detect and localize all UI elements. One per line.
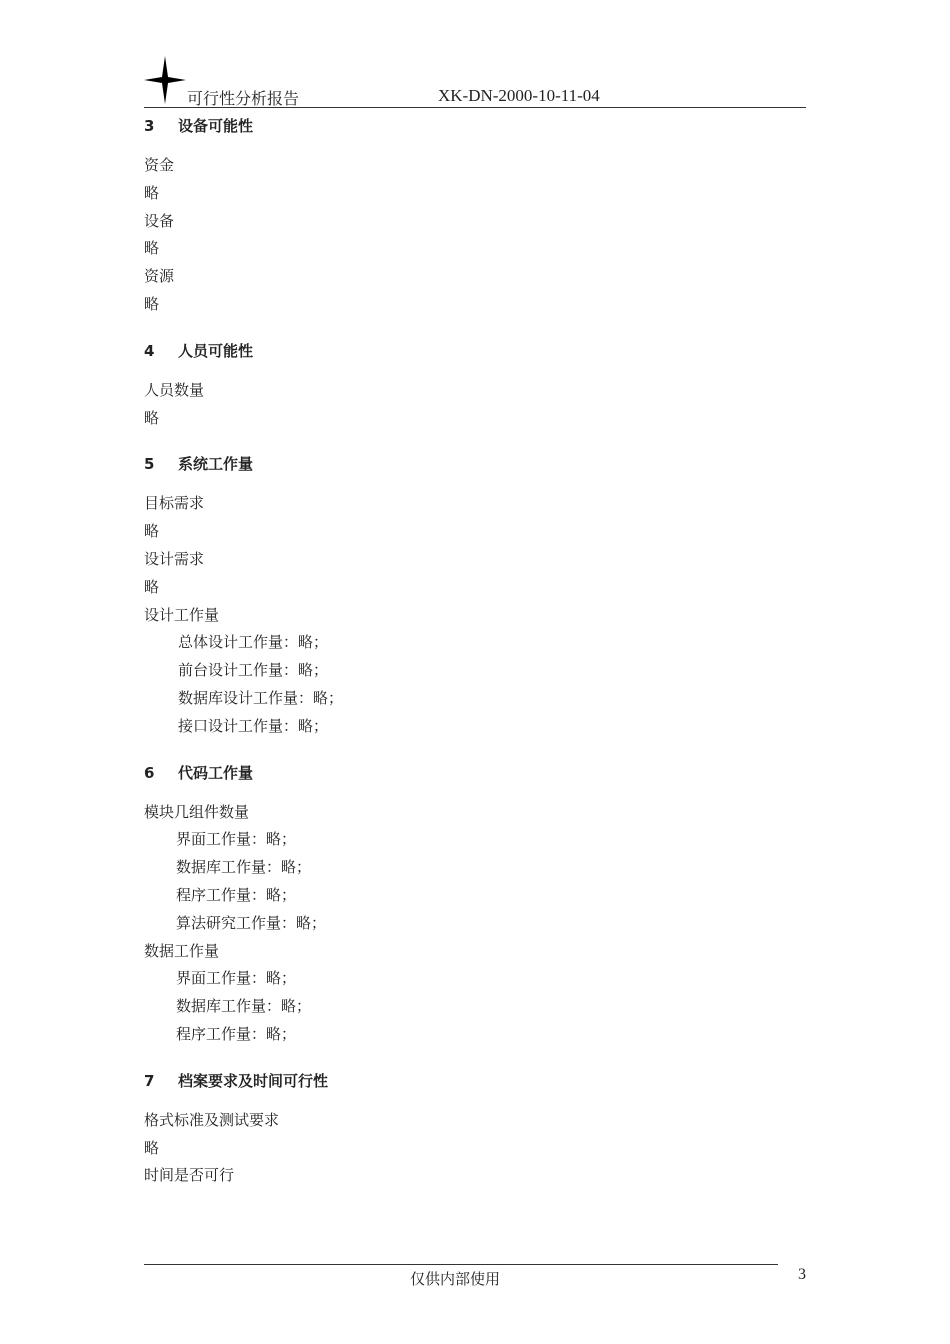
footer-rule <box>144 1264 778 1265</box>
section-4 <box>144 339 806 433</box>
body-line: 设计工作量 <box>144 605 220 624</box>
star-logo-icon <box>144 56 186 104</box>
body-line: 数据工作量 <box>144 941 220 960</box>
body-line: 目标需求 <box>144 494 205 513</box>
body-line: 略 <box>144 294 160 313</box>
page-header <box>144 54 806 108</box>
body-line: 程序工作量：略； <box>176 1024 297 1043</box>
section-heading <box>144 1069 806 1093</box>
section-number: 6 <box>144 763 155 782</box>
body-line: 总体设计工作量：略； <box>178 633 329 652</box>
body-line: 资源 <box>144 267 175 286</box>
section-number: 5 <box>144 455 155 474</box>
body-line: 略 <box>144 408 160 427</box>
body-line: 界面工作量：略； <box>176 969 297 988</box>
body-line: 前台设计工作量：略； <box>178 661 329 680</box>
section-7 <box>144 1069 806 1190</box>
body-line: 程序工作量：略； <box>176 885 297 904</box>
document-body <box>144 114 806 1210</box>
body-line: 时间是否可行 <box>144 1166 235 1185</box>
body-line: 界面工作量：略； <box>176 830 297 849</box>
body-line: 格式标准及测试要求 <box>144 1110 280 1129</box>
section-title: 设备可能性 <box>178 117 254 135</box>
section-heading <box>144 452 806 476</box>
body-line: 模块几组件数量 <box>144 802 250 821</box>
section-title: 人员可能性 <box>178 341 254 360</box>
section-heading <box>144 761 806 785</box>
section-number: 4 <box>144 341 155 360</box>
section-title: 代码工作量 <box>178 763 254 782</box>
section-number: 3 <box>144 117 155 135</box>
section-6 <box>144 761 806 1049</box>
footer-text: 仅供内部使用 <box>410 1270 501 1288</box>
header-doc-code: XK-DN-2000-10-11-04 <box>438 86 600 105</box>
section-number: 7 <box>144 1071 155 1090</box>
body-line: 资金 <box>144 156 175 174</box>
body-line: 略 <box>144 183 160 202</box>
section-title: 档案要求及时间可行性 <box>178 1071 329 1090</box>
section-heading <box>144 339 806 363</box>
body-line: 人员数量 <box>144 380 205 399</box>
section-3 <box>144 114 806 319</box>
section-heading <box>144 114 806 138</box>
body-line: 接口设计工作量：略； <box>178 716 329 735</box>
header-title: 可行性分析报告 <box>187 89 300 108</box>
body-line: 略 <box>144 577 160 596</box>
header-rule <box>144 107 806 108</box>
body-line: 略 <box>144 1138 160 1157</box>
section-5 <box>144 452 806 740</box>
section-title: 系统工作量 <box>178 455 254 474</box>
body-line: 数据库设计工作量：略； <box>178 688 344 707</box>
body-line: 算法研究工作量：略； <box>176 913 327 932</box>
body-line: 设备 <box>144 211 175 230</box>
body-line: 数据库工作量：略； <box>176 858 312 877</box>
body-line: 数据库工作量：略； <box>176 997 312 1016</box>
body-line: 设计需求 <box>144 549 205 568</box>
page-number: 3 <box>798 1266 806 1283</box>
body-line: 略 <box>144 239 160 258</box>
body-line: 略 <box>144 522 160 541</box>
